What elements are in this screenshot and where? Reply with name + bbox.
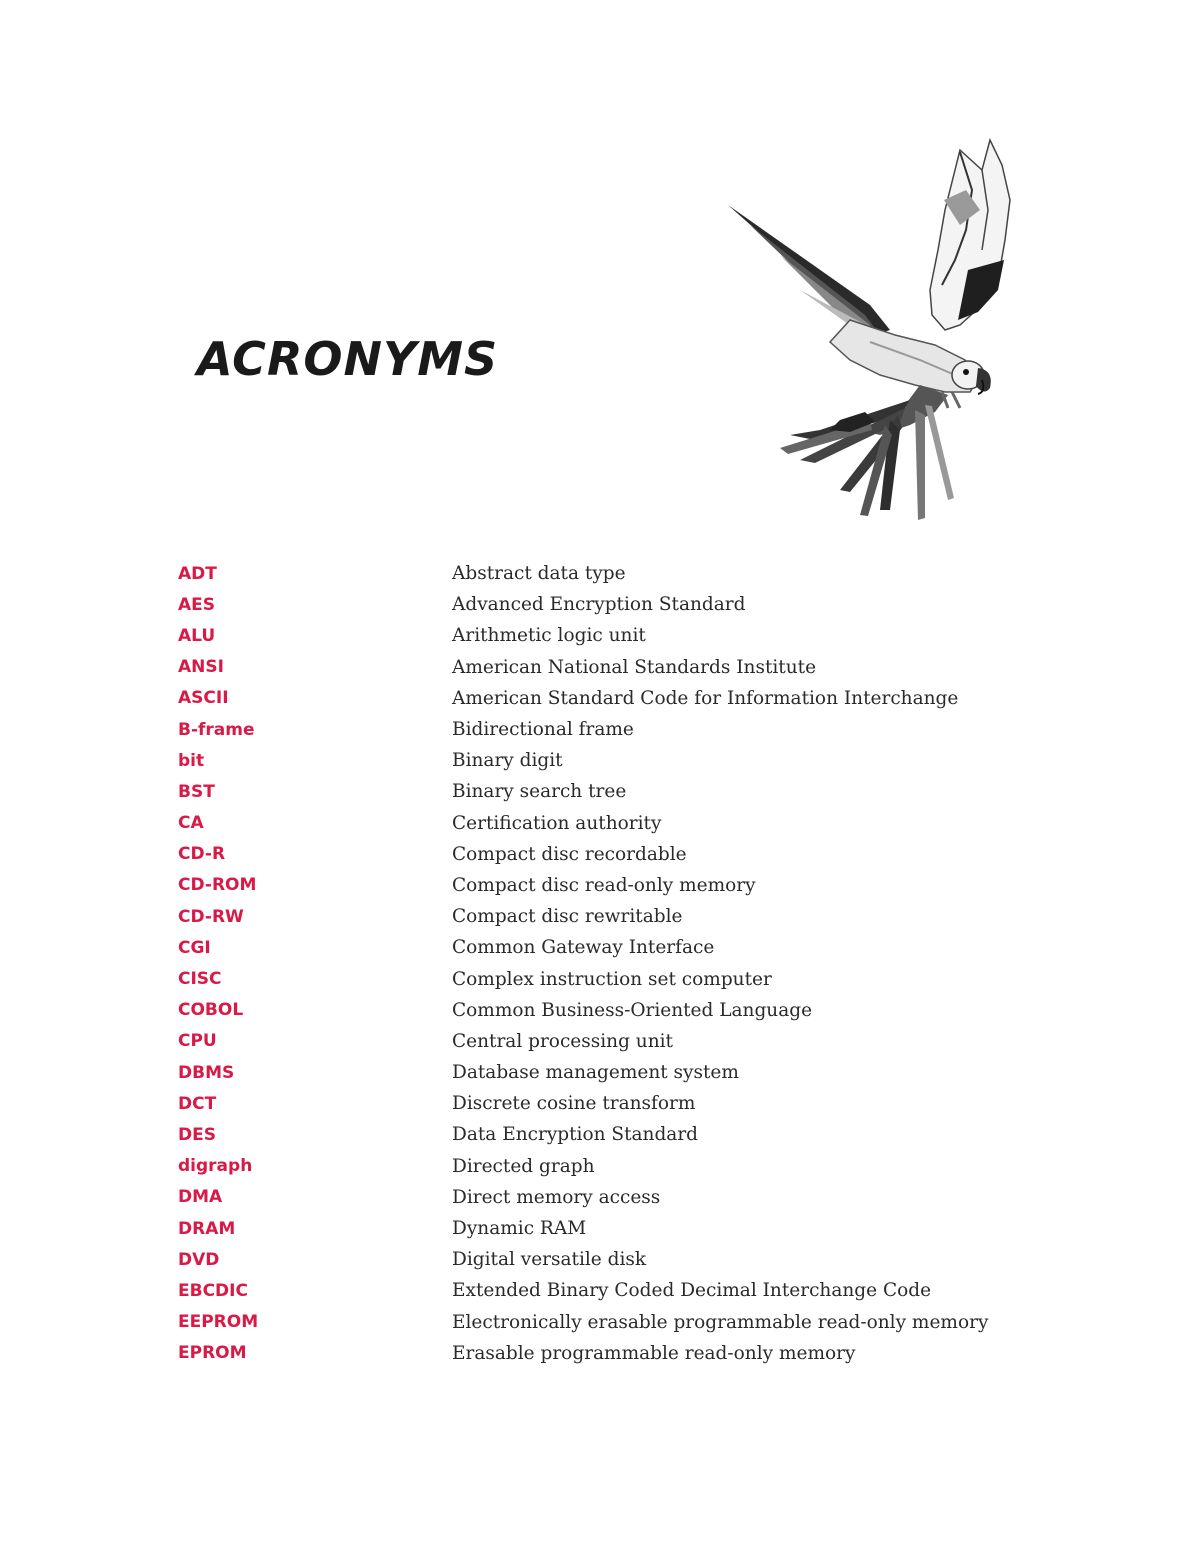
- acronym-row: [178, 1182, 1038, 1213]
- acronym-row: [178, 589, 1038, 620]
- acronym-term: DRAM: [178, 1218, 236, 1239]
- acronym-row: [178, 901, 1038, 932]
- acronym-row: [178, 932, 1038, 963]
- acronym-definition: Discrete cosine transform: [452, 1093, 696, 1115]
- acronym-definition: Data Encryption Standard: [452, 1124, 699, 1146]
- page-title: ACRONYMS: [197, 332, 499, 386]
- acronym-definition: Erasable programmable read-only memory: [452, 1342, 856, 1364]
- acronym-term: CD-RW: [178, 906, 244, 927]
- acronym-definition: Certification authority: [452, 812, 662, 834]
- acronym-row: [178, 620, 1038, 651]
- acronym-row: [178, 714, 1038, 745]
- acronym-term: BST: [178, 781, 215, 802]
- acronym-definition: Complex instruction set computer: [452, 968, 772, 990]
- acronym-row: [178, 1338, 1038, 1369]
- acronym-term: digraph: [178, 1156, 253, 1177]
- parrot-illustration: [720, 130, 1020, 530]
- acronym-definition: Central processing unit: [452, 1030, 673, 1052]
- acronym-term: ASCII: [178, 688, 229, 709]
- acronym-definition: Database management system: [452, 1062, 739, 1084]
- acronym-definition: American National Standards Institute: [452, 656, 817, 678]
- acronym-row: [178, 776, 1038, 807]
- acronym-term: DMA: [178, 1187, 223, 1208]
- acronym-row: [178, 808, 1038, 839]
- acronym-term: EBCDIC: [178, 1280, 248, 1301]
- acronym-row: [178, 995, 1038, 1026]
- acronym-row: [178, 745, 1038, 776]
- acronym-row: [178, 1244, 1038, 1275]
- acronym-row: [178, 1213, 1038, 1244]
- acronym-definition: Common Gateway Interface: [452, 937, 715, 959]
- acronym-term: DCT: [178, 1093, 217, 1114]
- acronym-term: CISC: [178, 969, 222, 990]
- acronym-term: DVD: [178, 1249, 220, 1270]
- acronym-row: [178, 1088, 1038, 1119]
- acronym-term: EEPROM: [178, 1312, 259, 1333]
- acronym-term: CD-R: [178, 844, 226, 865]
- acronym-row: [178, 1151, 1038, 1182]
- acronym-term: ANSI: [178, 657, 224, 678]
- acronym-term: B-frame: [178, 719, 255, 740]
- acronym-definition: Directed graph: [452, 1155, 595, 1177]
- acronym-definition: Dynamic RAM: [452, 1218, 587, 1240]
- acronym-term: CD-ROM: [178, 875, 257, 896]
- acronym-row: [178, 839, 1038, 870]
- acronym-term: DBMS: [178, 1062, 235, 1083]
- acronym-definition: Digital versatile disk: [452, 1249, 647, 1271]
- acronym-row: [178, 1057, 1038, 1088]
- acronym-definition: Extended Binary Coded Decimal Interchange Code: [452, 1280, 932, 1302]
- acronym-term: CPU: [178, 1031, 217, 1052]
- acronym-row: [178, 683, 1038, 714]
- acronym-definition: Compact disc rewritable: [452, 906, 683, 928]
- acronym-term: DES: [178, 1124, 216, 1145]
- acronym-term: CGI: [178, 937, 211, 958]
- acronym-row: [178, 1307, 1038, 1338]
- acronym-term: ADT: [178, 563, 217, 584]
- acronym-definition: American Standard Code for Information Interchange: [452, 687, 959, 709]
- acronym-list: [178, 558, 1038, 1369]
- acronym-definition: Electronically erasable programmable read-only memory: [452, 1311, 989, 1333]
- acronym-term: CA: [178, 813, 204, 834]
- acronym-definition: Binary digit: [452, 750, 563, 772]
- acronym-row: [178, 870, 1038, 901]
- acronym-row: [178, 652, 1038, 683]
- acronym-definition: Advanced Encryption Standard: [452, 594, 746, 616]
- acronym-row: [178, 1275, 1038, 1306]
- acronym-row: [178, 1119, 1038, 1150]
- acronym-definition: Arithmetic logic unit: [452, 625, 646, 647]
- acronym-term: COBOL: [178, 1000, 244, 1021]
- acronym-row: [178, 558, 1038, 589]
- acronym-term: ALU: [178, 625, 216, 646]
- acronym-definition: Common Business-Oriented Language: [452, 999, 813, 1021]
- acronym-definition: Compact disc recordable: [452, 843, 687, 865]
- acronym-definition: Abstract data type: [452, 563, 626, 585]
- acronym-term: bit: [178, 750, 205, 771]
- acronym-definition: Compact disc read-only memory: [452, 874, 756, 896]
- acronym-term: AES: [178, 594, 216, 615]
- acronym-row: [178, 963, 1038, 994]
- acronym-definition: Direct memory access: [452, 1186, 661, 1208]
- acronym-row: [178, 1026, 1038, 1057]
- acronym-definition: Bidirectional frame: [452, 719, 634, 741]
- acronym-definition: Binary search tree: [452, 781, 627, 803]
- acronym-term: EPROM: [178, 1343, 247, 1364]
